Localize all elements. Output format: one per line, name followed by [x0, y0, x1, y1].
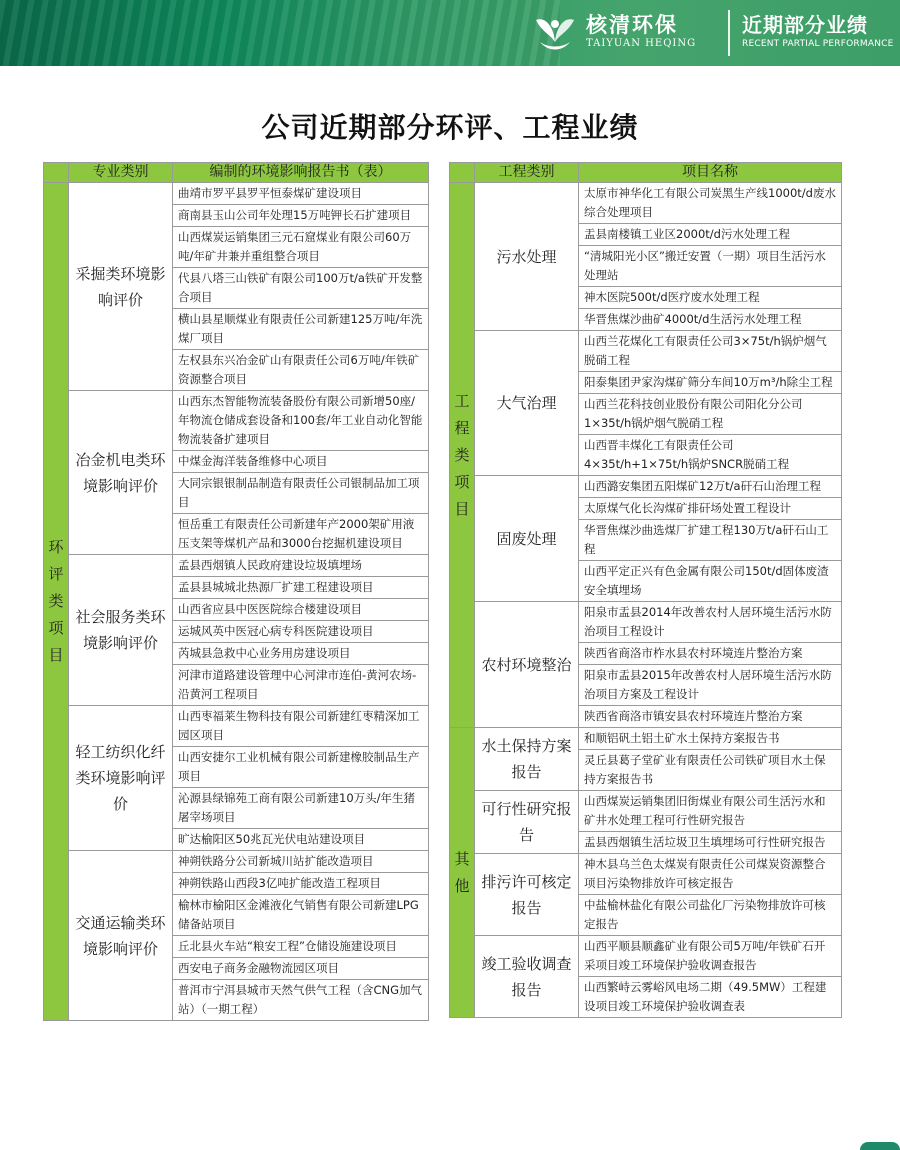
category-cell: 社会服务类环境影响评价: [69, 555, 173, 706]
project-item: 山西潞安集团五阳煤矿12万t/a矸石山治理工程: [579, 476, 842, 498]
table-row: [450, 476, 842, 498]
brand-block: [586, 13, 696, 51]
table-row: [44, 183, 429, 205]
page-corner-decoration: [860, 1142, 900, 1150]
project-item: 左权县东兴冶金矿山有限责任公司6万吨/年铁矿资源整合项目: [173, 350, 429, 391]
project-item: 曲靖市罗平县罗平恒泰煤矿建设项目: [173, 183, 429, 205]
project-item: 灵丘县葛子堂矿业有限责任公司铁矿项目水土保持方案报告书: [579, 750, 842, 791]
category-cell: 竣工验收调查报告: [475, 936, 579, 1018]
project-item: 和顺铝矾土铝土矿水土保持方案报告书: [579, 728, 842, 750]
project-item: 运城风英中医冠心病专科医院建设项目: [173, 621, 429, 643]
header-report: 编制的环境影响报告书（表）: [173, 163, 429, 183]
project-item: 代县八塔三山铁矿有限公司100万t/a铁矿开发整合项目: [173, 268, 429, 309]
engineering-table: [449, 162, 842, 1018]
project-item: 大同宗银银制品制造有限责任公司银制品加工项目: [173, 473, 429, 514]
table-row: [44, 706, 429, 747]
project-item: 陕西省商洛市镇安县农村环境连片整治方案: [579, 706, 842, 728]
category-cell: 固废处理: [475, 476, 579, 602]
category-cell: 污水处理: [475, 183, 579, 331]
project-item: 山西兰花科技创业股份有限公司阳化分公司1×35t/h锅炉烟气脱硝工程: [579, 394, 842, 435]
category-cell: 水土保持方案报告: [475, 728, 579, 791]
project-item: 沁源县绿锦苑工商有限公司新建10万头/年生猪屠宰场项目: [173, 788, 429, 829]
brand-name-cn: 核清环保: [586, 13, 678, 37]
project-item: 商南县玉山公司年处理15万吨钾长石扩建项目: [173, 205, 429, 227]
project-item: 芮城县急救中心业务用房建设项目: [173, 643, 429, 665]
project-item: 榆林市榆阳区金滩液化气销售有限公司新建LPG储备站项目: [173, 895, 429, 936]
table-row: [450, 854, 842, 895]
project-item: 山西东杰智能物流装备股份有限公司新增50座/年物流仓储成套设备和100套/年工业自动化智能物流装备扩建项目: [173, 391, 429, 451]
project-item: 阳泉市盂县2014年改善农村人居环境生活污水防治项目工程设计: [579, 602, 842, 643]
project-item: 普洱市宁洱县城市天然气供气工程（含CNG加气站）（一期工程）: [173, 980, 429, 1021]
group-cell: 其 他: [450, 728, 475, 1018]
table-row: [450, 183, 842, 224]
project-item: 盂县南楼镇工业区2000t/d污水处理工程: [579, 224, 842, 246]
project-item: 孟县县城城北热源厂扩建工程建设项目: [173, 577, 429, 599]
group-cell: 环 评 类 项 目: [44, 183, 69, 1021]
table-row: [450, 791, 842, 832]
project-item: 盂县西烟镇生活垃圾卫生填埋场可行性研究报告: [579, 832, 842, 854]
page-header: [0, 0, 900, 66]
project-item: 阳泰集团尹家沟煤矿筛分车间10万m³/h除尘工程: [579, 372, 842, 394]
category-cell: 轻工纺织化纤类环境影响评价: [69, 706, 173, 851]
header-category: 工程类别: [475, 163, 579, 183]
project-item: 中煤金海洋装备维修中心项目: [173, 451, 429, 473]
header-pattern: [0, 0, 560, 66]
project-item: 孟县西烟镇人民政府建设垃圾填埋场: [173, 555, 429, 577]
project-item: 华晋焦煤沙曲选煤厂扩建工程130万t/a矸石山工程: [579, 520, 842, 561]
table-header-row: [44, 163, 429, 183]
project-item: 华晋焦煤沙曲矿4000t/d生活污水处理工程: [579, 309, 842, 331]
project-item: 山西煤炭运销集团三元石窟煤业有限公司60万吨/年矿井兼并重组整合项目: [173, 227, 429, 268]
corner-cell: [450, 163, 475, 183]
corner-cell: [44, 163, 69, 183]
project-item: 神朔铁路山西段3亿吨扩能改造工程项目: [173, 873, 429, 895]
project-item: 太原煤气化长沟煤矿排矸场处置工程设计: [579, 498, 842, 520]
project-item: 山西枣福莱生物科技有限公司新建红枣精深加工园区项目: [173, 706, 429, 747]
project-item: 阳泉市盂县2015年改善农村人居环境生活污水防治项目方案及工程设计: [579, 665, 842, 706]
project-item: 山西省应县中医医院综合楼建设项目: [173, 599, 429, 621]
project-item: 陕西省商洛市柞水县农村环境连片整治方案: [579, 643, 842, 665]
project-item: 中盐榆林盐化有限公司盐化厂污染物排放许可核定报告: [579, 895, 842, 936]
project-item: 西安电子商务金融物流园区项目: [173, 958, 429, 980]
project-item: 山西安捷尔工业机械有限公司新建橡胶制品生产项目: [173, 747, 429, 788]
table-header-row: [450, 163, 842, 183]
project-item: 山西兰花煤化工有限责任公司3×75t/h锅炉烟气脱硝工程: [579, 331, 842, 372]
table-row: [450, 728, 842, 750]
table-row: [450, 602, 842, 643]
header-project: 项目名称: [579, 163, 842, 183]
project-item: 山西晋丰煤化工有限责任公司4×35t/h+1×75t/h锅炉SNCR脱硝工程: [579, 435, 842, 476]
project-item: 山西平顺县顺鑫矿业有限公司5万吨/年铁矿石开采项目竣工环境保护验收调查报告: [579, 936, 842, 977]
header-divider: [728, 10, 730, 56]
table-row: [44, 851, 429, 873]
project-item: 恒岳重工有限责任公司新建年产2000架矿用液压支架等煤机产品和3000台挖掘机建设项目: [173, 514, 429, 555]
project-item: 河津市道路建设管理中心河津市连伯-黄河农场-沿黄河工程项目: [173, 665, 429, 706]
project-item: “清城阳光小区”搬迁安置（一期）项目生活污水处理站: [579, 246, 842, 287]
project-item: 横山县星顺煤业有限责任公司新建125万吨/年洗煤厂项目: [173, 309, 429, 350]
section-label: [742, 13, 894, 51]
project-item: 山西煤炭运销集团旧街煤业有限公司生活污水和矿井水处理工程可行性研究报告: [579, 791, 842, 832]
project-item: 神木医院500t/d医疗废水处理工程: [579, 287, 842, 309]
header-category: 专业类别: [69, 163, 173, 183]
project-item: 旷达榆阳区50兆瓦光伏电站建设项目: [173, 829, 429, 851]
project-item: 神朔铁路分公司新城川站扩能改造项目: [173, 851, 429, 873]
project-item: 太原市神华化工有限公司炭黑生产线1000t/d废水综合处理项目: [579, 183, 842, 224]
category-cell: 大气治理: [475, 331, 579, 476]
category-cell: 排污许可核定报告: [475, 854, 579, 936]
category-cell: 农村环境整治: [475, 602, 579, 728]
project-item: 山西繁峙云雾峪风电场二期（49.5MW）工程建设项目竣工环境保护验收调查表: [579, 977, 842, 1018]
env-assessment-table: [43, 162, 429, 1021]
category-cell: 冶金机电类环境影响评价: [69, 391, 173, 555]
table-row: [450, 331, 842, 372]
table-row: [44, 555, 429, 577]
category-cell: 采掘类环境影响评价: [69, 183, 173, 391]
brand-name-en: TAIYUAN HEQING: [586, 38, 697, 49]
project-item: 丘北县火车站“粮安工程”仓储设施建设项目: [173, 936, 429, 958]
project-item: 山西平定正兴有色金属有限公司150t/d固体废渣安全填埋场: [579, 561, 842, 602]
group-cell: 工 程 类 项 目: [450, 183, 475, 728]
page-title: 公司近期部分环评、工程业绩: [261, 111, 639, 144]
category-cell: 交通运输类环境影响评价: [69, 851, 173, 1021]
company-logo-icon: [532, 12, 578, 54]
table-row: [44, 391, 429, 451]
category-cell: 可行性研究报告: [475, 791, 579, 854]
section-title-en: RECENT PARTIAL PERFORMANCE: [742, 39, 894, 49]
table-row: [450, 936, 842, 977]
project-item: 神木县乌兰色太煤炭有限责任公司煤炭资源整合项目污染物排放许可核定报告: [579, 854, 842, 895]
section-title-cn: 近期部分业绩: [742, 13, 868, 37]
